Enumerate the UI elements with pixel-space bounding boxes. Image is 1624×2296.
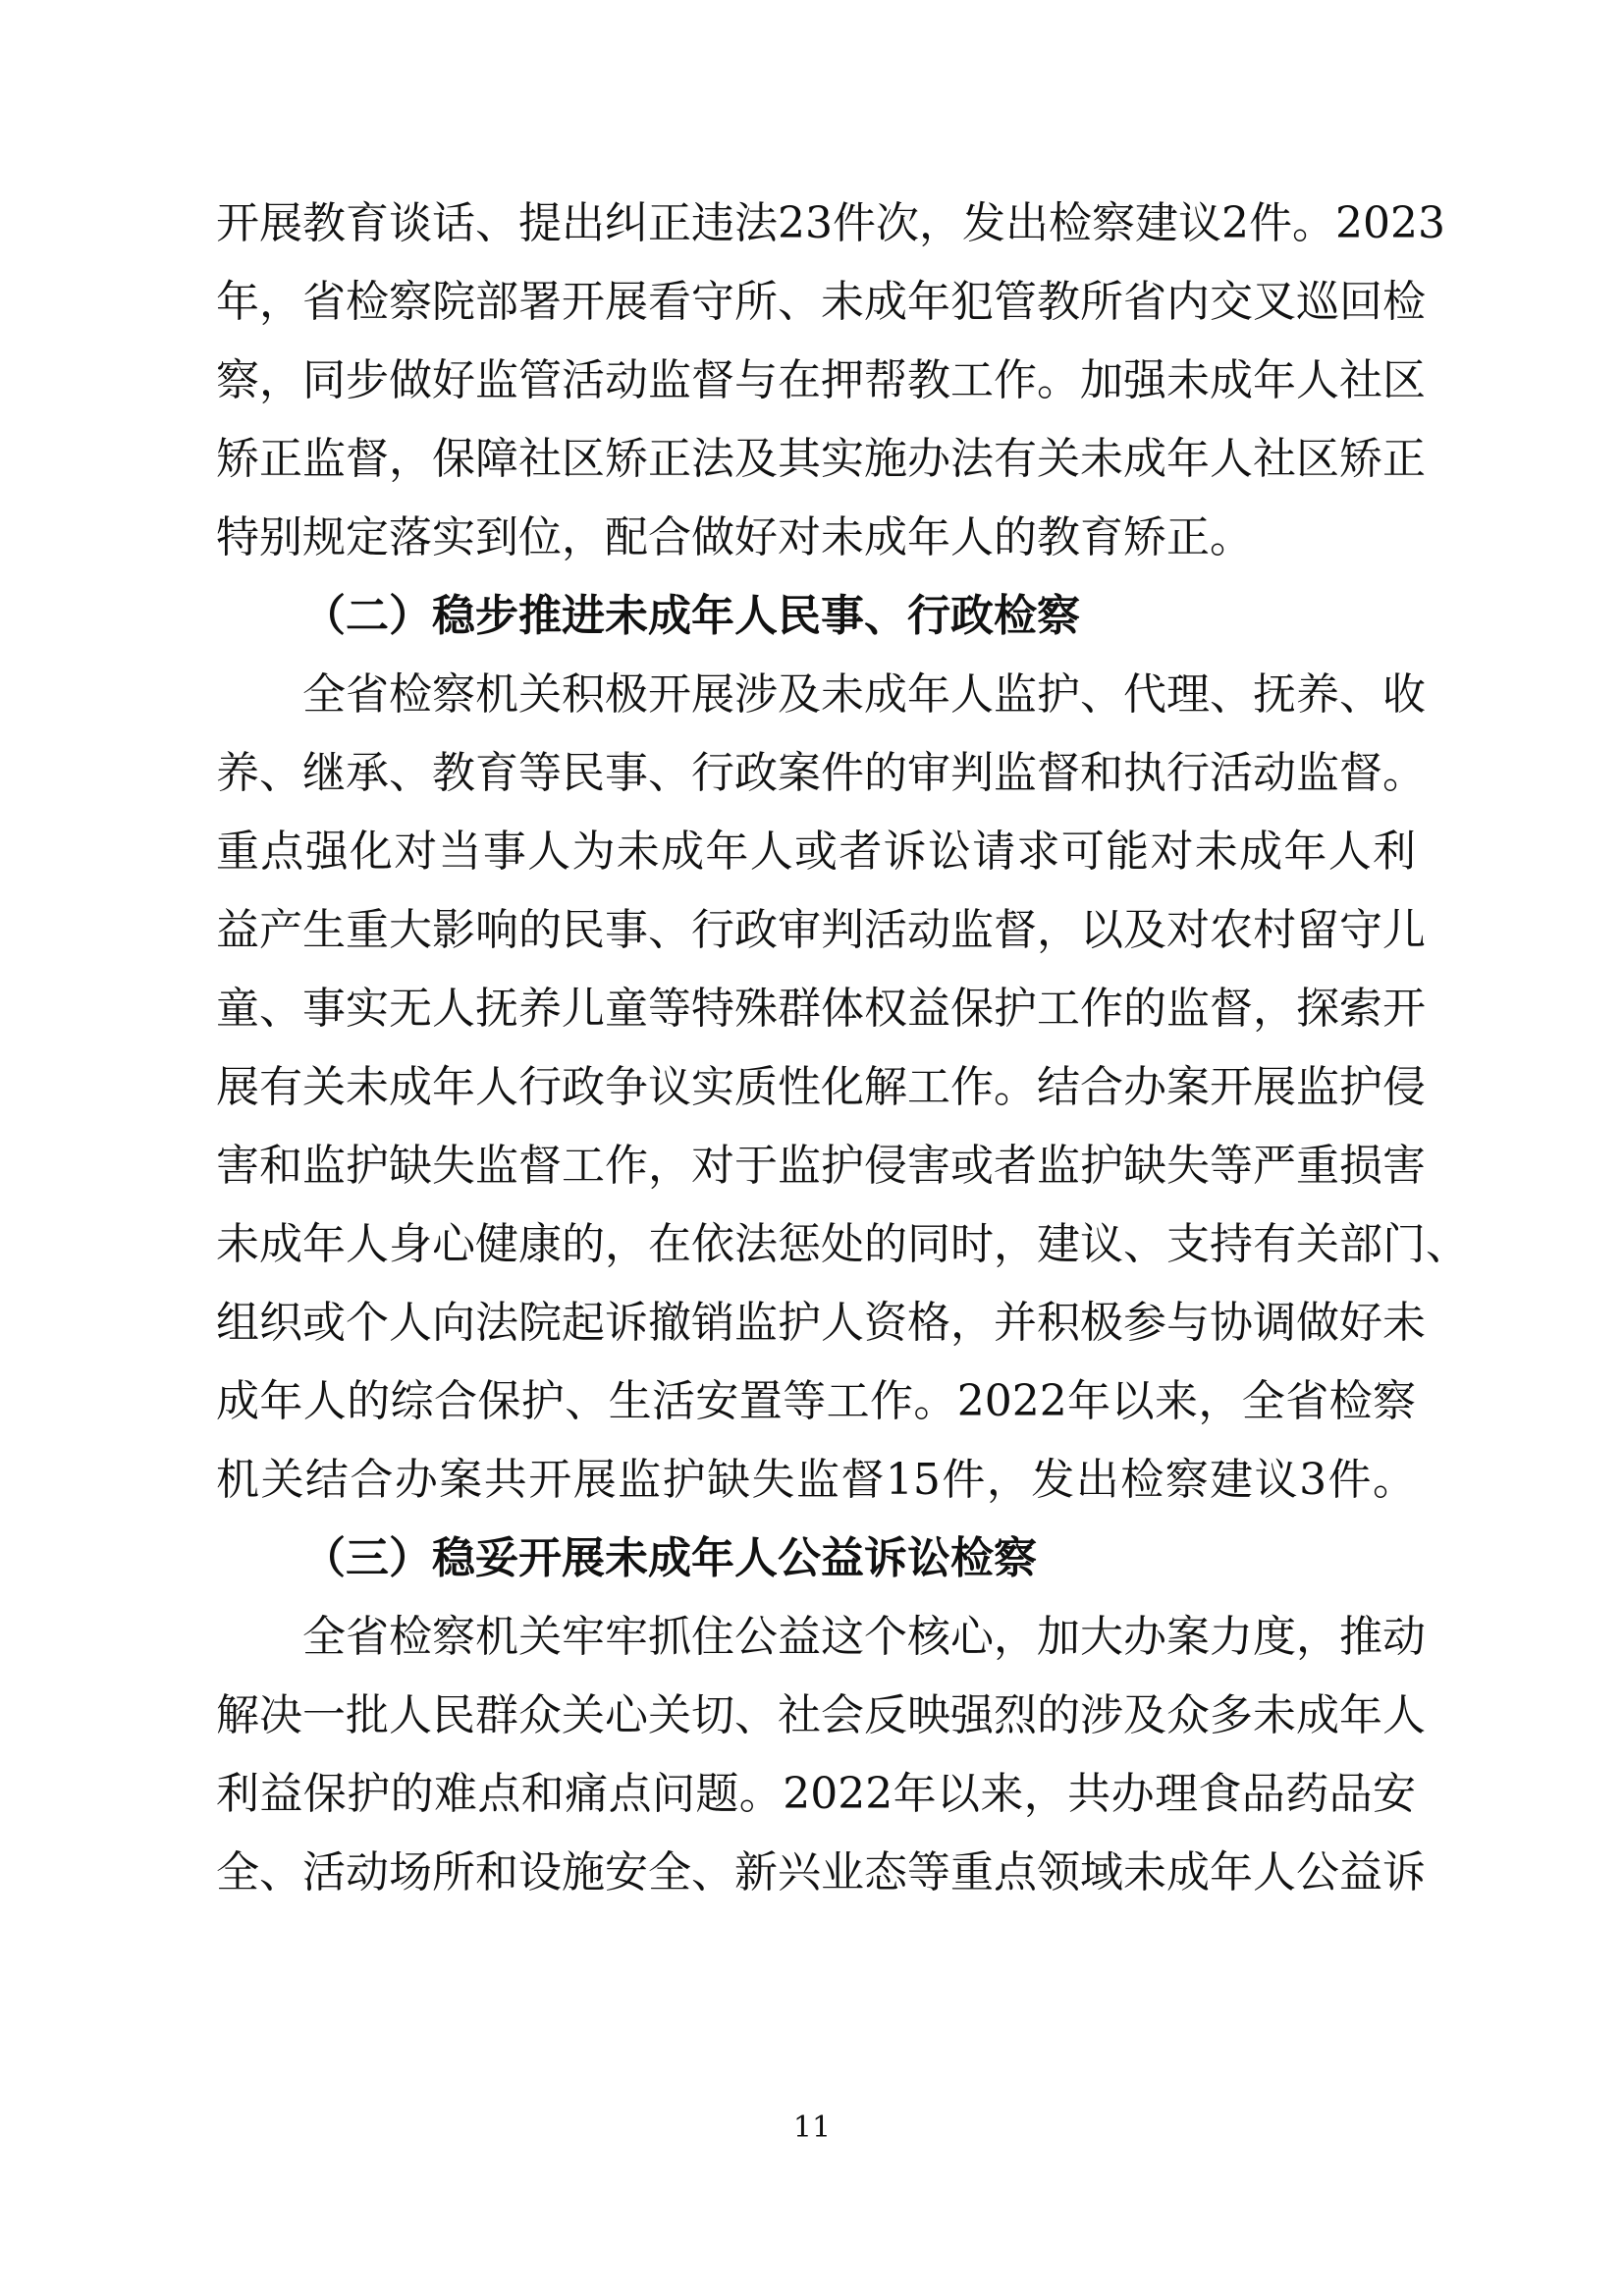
paragraph-line: 全省检察机关牢牢抓住公益这个核心，加大办案力度，推动	[302, 1612, 1426, 1662]
paragraph-line: 重点强化对当事人为未成年人或者诉讼请求可能对未成年人利	[216, 827, 1416, 877]
paragraph-line: 展有关未成年人行政争议实质性化解工作。结合办案开展监护侵	[216, 1062, 1426, 1112]
paragraph-line: 年，省检察院部署开展看守所、未成年犯管教所省内交叉巡回检	[216, 277, 1426, 327]
paragraph-line: 开展教育谈话、提出纠正违法23件次，发出检察建议2件。2023	[216, 198, 1445, 248]
section-heading: （二）稳步推进未成年人民事、行政检察	[302, 591, 1080, 641]
paragraph-line: 养、继承、教育等民事、行政案件的审判监督和执行活动监督。	[216, 748, 1426, 798]
paragraph-line: 全省检察机关积极开展涉及未成年人监护、代理、抚养、收	[302, 669, 1426, 720]
paragraph-line: 机关结合办案共开展监护缺失监督15件，发出检察建议3件。	[216, 1455, 1416, 1505]
paragraph-line: 童、事实无人抚养儿童等特殊群体权益保护工作的监督，探索开	[216, 984, 1426, 1034]
paragraph-line: 益产生重大影响的民事、行政审判活动监督，以及对农村留守儿	[216, 905, 1426, 955]
section-heading: （三）稳妥开展未成年人公益诉讼检察	[302, 1533, 1037, 1583]
paragraph-line: 利益保护的难点和痛点问题。2022年以来，共办理食品药品安	[216, 1769, 1416, 1819]
paragraph-line: 未成年人身心健康的，在依法惩处的同时，建议、支持有关部门、	[216, 1219, 1469, 1269]
paragraph-line: 解决一批人民群众关心关切、社会反映强烈的涉及众多未成年人	[216, 1690, 1426, 1740]
paragraph-line: 组织或个人向法院起诉撤销监护人资格，并积极参与协调做好未	[216, 1298, 1426, 1348]
paragraph-line: 特别规定落实到位，配合做好对未成年人的教育矫正。	[216, 512, 1253, 562]
paragraph-line: 察，同步做好监管活动监督与在押帮教工作。加强未成年人社区	[216, 355, 1426, 405]
paragraph-line: 成年人的综合保护、生活安置等工作。2022年以来，全省检察	[216, 1376, 1416, 1426]
paragraph-line: 全、活动场所和设施安全、新兴业态等重点领域未成年人公益诉	[216, 1847, 1426, 1897]
paragraph-line: 害和监护缺失监督工作，对于监护侵害或者监护缺失等严重损害	[216, 1141, 1426, 1191]
paragraph-line: 矫正监督，保障社区矫正法及其实施办法有关未成年人社区矫正	[216, 434, 1426, 484]
page-number: 11	[792, 2110, 832, 2145]
